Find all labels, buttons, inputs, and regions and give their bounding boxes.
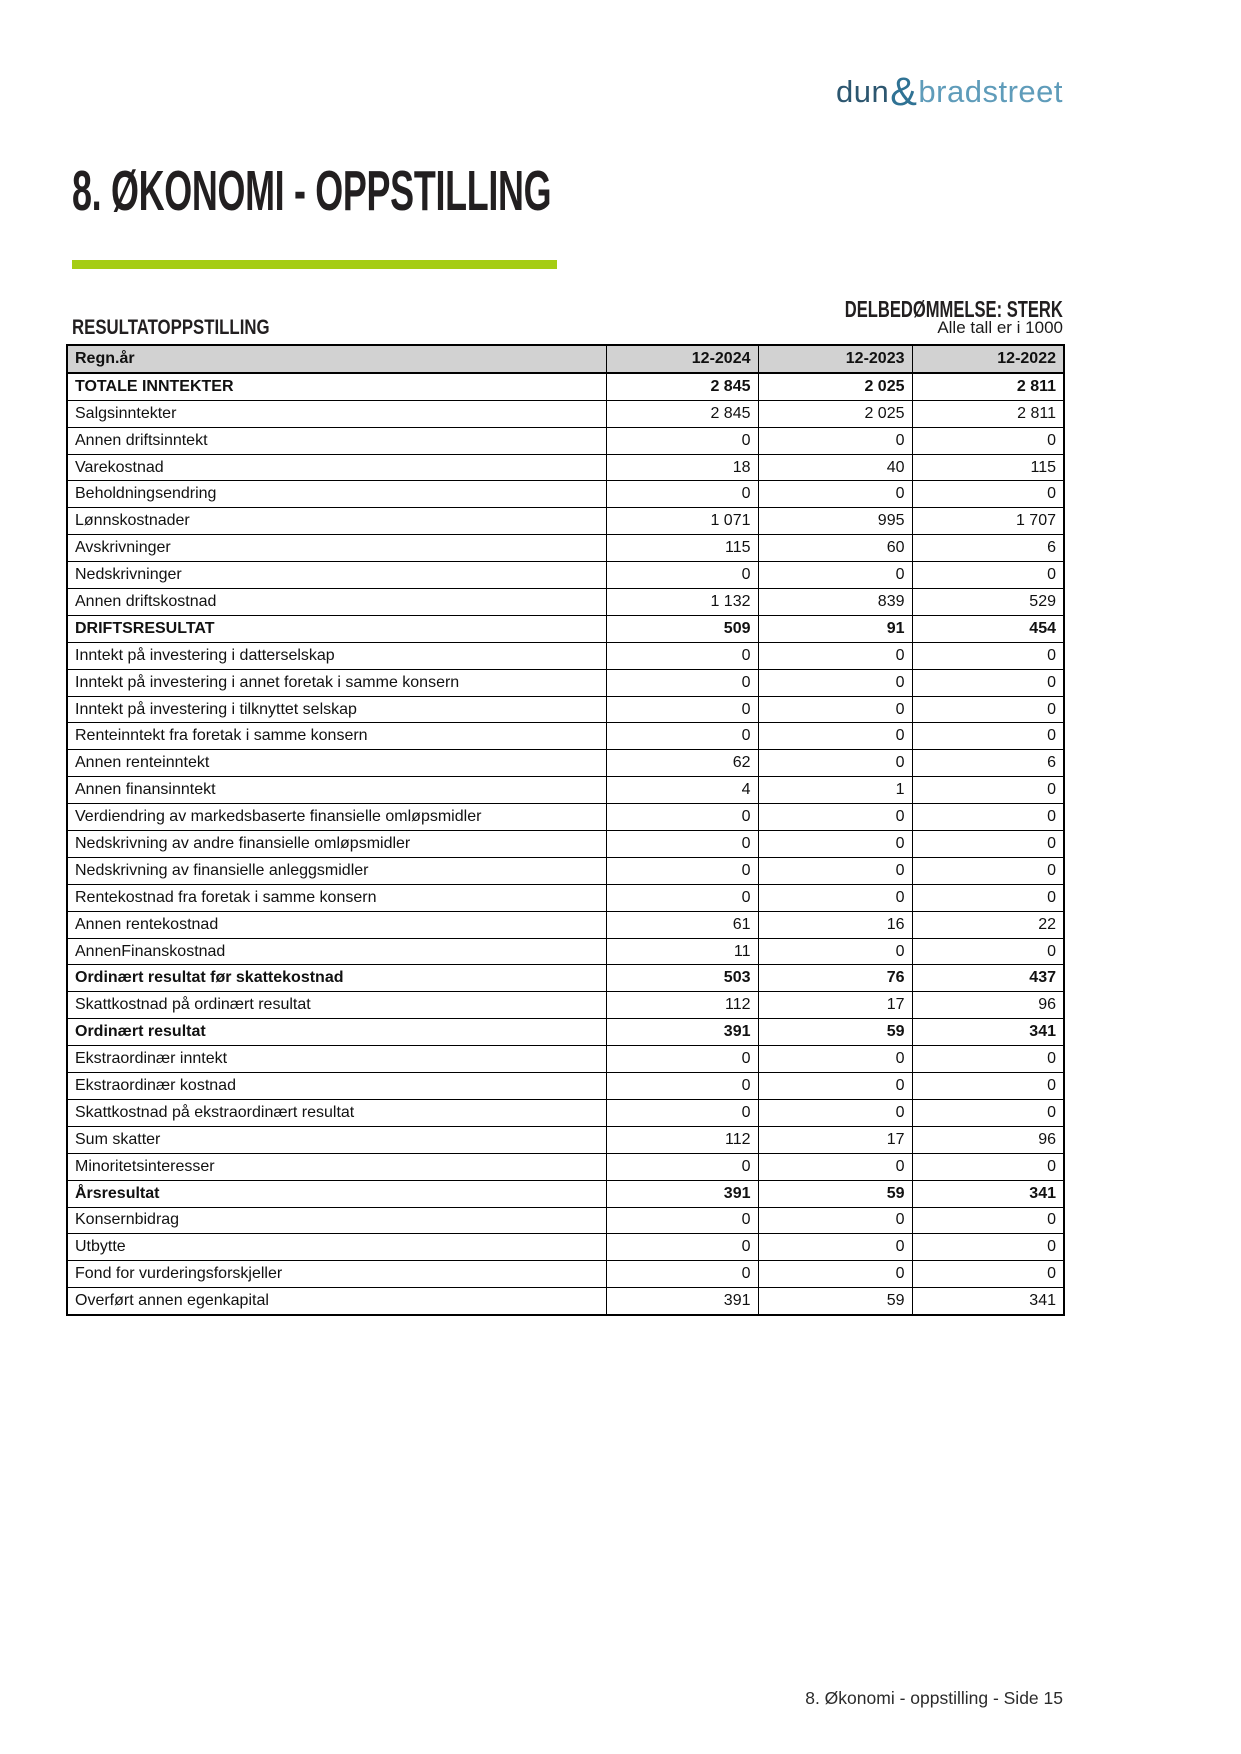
row-value: 0: [758, 1207, 912, 1234]
table-row: [67, 911, 1064, 938]
row-value: 391: [606, 1019, 758, 1046]
row-label: Overført annen egenkapital: [67, 1288, 606, 1315]
row-value: 0: [758, 669, 912, 696]
row-value: 76: [758, 965, 912, 992]
row-value: 0: [912, 723, 1064, 750]
row-value: 0: [606, 562, 758, 589]
row-label: Sum skatter: [67, 1126, 606, 1153]
row-value: 22: [912, 911, 1064, 938]
row-value: 0: [758, 1261, 912, 1288]
table-header: [67, 345, 1064, 373]
table-row: [67, 1234, 1064, 1261]
row-label: Nedskrivninger: [67, 562, 606, 589]
row-label: Renteinntekt fra foretak i samme konsern: [67, 723, 606, 750]
row-value: 17: [758, 1126, 912, 1153]
row-value: 0: [912, 642, 1064, 669]
row-value: 0: [606, 1046, 758, 1073]
row-value: 0: [912, 777, 1064, 804]
row-label: Annen driftskostnad: [67, 589, 606, 616]
row-value: 2 025: [758, 373, 912, 400]
row-value: 0: [758, 1099, 912, 1126]
row-value: 0: [912, 669, 1064, 696]
row-value: 96: [912, 992, 1064, 1019]
row-value: 0: [912, 1153, 1064, 1180]
row-value: 0: [912, 1207, 1064, 1234]
row-value: 6: [912, 750, 1064, 777]
row-value: 112: [606, 992, 758, 1019]
table-row: [67, 427, 1064, 454]
row-value: 0: [606, 1073, 758, 1100]
table-row: [67, 562, 1064, 589]
row-value: 59: [758, 1288, 912, 1315]
row-label: Inntekt på investering i tilknyttet selskap: [67, 696, 606, 723]
table-row: [67, 1046, 1064, 1073]
table-row: [67, 831, 1064, 858]
row-label: Skattkostnad på ekstraordinært resultat: [67, 1099, 606, 1126]
row-value: 115: [912, 454, 1064, 481]
row-label: Annen renteinntekt: [67, 750, 606, 777]
row-value: 0: [758, 723, 912, 750]
row-value: 341: [912, 1288, 1064, 1315]
row-value: 16: [758, 911, 912, 938]
row-value: 96: [912, 1126, 1064, 1153]
row-value: 115: [606, 535, 758, 562]
rating-heading: DELBEDØMMELSE: STERK: [844, 296, 1063, 322]
row-label: Beholdningsendring: [67, 481, 606, 508]
logo-text-dun: dun: [836, 74, 890, 109]
row-value: 0: [606, 857, 758, 884]
title-underline-bar: [72, 260, 557, 269]
units-note: Alle tall er i 1000: [937, 318, 1063, 337]
row-value: 0: [912, 1234, 1064, 1261]
row-value: 0: [912, 1261, 1064, 1288]
row-value: 0: [606, 1099, 758, 1126]
table-row: [67, 1207, 1064, 1234]
row-value: 0: [912, 562, 1064, 589]
row-label: Årsresultat: [67, 1180, 606, 1207]
table-row: [67, 1126, 1064, 1153]
table-row: [67, 481, 1064, 508]
row-value: 4: [606, 777, 758, 804]
row-label: Ordinært resultat: [67, 1019, 606, 1046]
table-row: [67, 965, 1064, 992]
row-value: 0: [758, 427, 912, 454]
row-value: 509: [606, 615, 758, 642]
row-value: 0: [758, 562, 912, 589]
row-label: Ordinært resultat før skattekostnad: [67, 965, 606, 992]
row-value: 18: [606, 454, 758, 481]
row-label: Inntekt på investering i annet foretak i samme konsern: [67, 669, 606, 696]
row-value: 0: [606, 1261, 758, 1288]
row-value: 391: [606, 1180, 758, 1207]
table-row: [67, 804, 1064, 831]
table-row: [67, 884, 1064, 911]
table-body: [67, 373, 1064, 1315]
row-value: 2 845: [606, 373, 758, 400]
row-label: Utbytte: [67, 1234, 606, 1261]
row-value: 0: [758, 750, 912, 777]
table-row: [67, 696, 1064, 723]
row-value: 0: [758, 884, 912, 911]
row-value: 0: [912, 427, 1064, 454]
row-value: 0: [912, 1046, 1064, 1073]
table-title: RESULTATOPPSTILLING: [72, 316, 270, 339]
dun-bradstreet-logo: [836, 70, 1063, 115]
row-value: 11: [606, 938, 758, 965]
row-label: Skattkostnad på ordinært resultat: [67, 992, 606, 1019]
row-value: 1 132: [606, 589, 758, 616]
row-value: 0: [912, 1073, 1064, 1100]
row-value: 59: [758, 1180, 912, 1207]
table-row: [67, 1261, 1064, 1288]
row-value: 0: [606, 481, 758, 508]
column-header-label: Regn.år: [67, 345, 606, 373]
row-value: 59: [758, 1019, 912, 1046]
row-value: 0: [758, 1153, 912, 1180]
row-value: 0: [912, 696, 1064, 723]
row-label: Salgsinntekter: [67, 400, 606, 427]
row-value: 0: [758, 1073, 912, 1100]
row-value: 0: [606, 427, 758, 454]
row-value: 503: [606, 965, 758, 992]
table-row: [67, 1180, 1064, 1207]
row-value: 0: [758, 642, 912, 669]
table-row: [67, 1153, 1064, 1180]
row-value: 0: [606, 1153, 758, 1180]
table-row: [67, 642, 1064, 669]
row-label: Annen finansinntekt: [67, 777, 606, 804]
row-value: 17: [758, 992, 912, 1019]
row-value: 0: [912, 831, 1064, 858]
row-label: Rentekostnad fra foretak i samme konsern: [67, 884, 606, 911]
row-label: Verdiendring av markedsbaserte finansielle omløpsmidler: [67, 804, 606, 831]
logo-text-bradstreet: bradstreet: [918, 74, 1063, 109]
row-value: 0: [758, 804, 912, 831]
row-label: Nedskrivning av andre finansielle omløpsmidler: [67, 831, 606, 858]
row-value: 0: [606, 804, 758, 831]
page-footer: 8. Økonomi - oppstilling - Side 15: [805, 1688, 1063, 1708]
row-label: Lønnskostnader: [67, 508, 606, 535]
row-value: 341: [912, 1180, 1064, 1207]
row-value: 0: [758, 1046, 912, 1073]
row-value: 91: [758, 615, 912, 642]
row-value: 1: [758, 777, 912, 804]
table-row: [67, 857, 1064, 884]
row-value: 62: [606, 750, 758, 777]
row-value: 1 707: [912, 508, 1064, 535]
table-row: [67, 373, 1064, 400]
row-value: 0: [758, 831, 912, 858]
table-row: [67, 723, 1064, 750]
row-value: 0: [606, 696, 758, 723]
row-value: 0: [606, 669, 758, 696]
row-value: 2 025: [758, 400, 912, 427]
row-label: Fond for vurderingsforskjeller: [67, 1261, 606, 1288]
table-row: [67, 1099, 1064, 1126]
row-value: 60: [758, 535, 912, 562]
row-label: Annen rentekostnad: [67, 911, 606, 938]
row-value: 0: [912, 481, 1064, 508]
row-value: 0: [912, 1099, 1064, 1126]
row-value: 529: [912, 589, 1064, 616]
table-row: [67, 669, 1064, 696]
result-statement-table: [66, 344, 1065, 1316]
row-value: 6: [912, 535, 1064, 562]
table-row: [67, 535, 1064, 562]
row-label: Minoritetsinteresser: [67, 1153, 606, 1180]
row-value: 0: [606, 1234, 758, 1261]
row-label: Ekstraordinær inntekt: [67, 1046, 606, 1073]
row-value: 0: [606, 884, 758, 911]
row-label: TOTALE INNTEKTER: [67, 373, 606, 400]
row-label: Avskrivninger: [67, 535, 606, 562]
table-row: [67, 1073, 1064, 1100]
table-row: [67, 750, 1064, 777]
page-title: 8. ØKONOMI - OPPSTILLING: [72, 159, 552, 223]
row-value: 0: [912, 938, 1064, 965]
row-value: 0: [606, 831, 758, 858]
row-label: AnnenFinanskostnad: [67, 938, 606, 965]
row-value: 112: [606, 1126, 758, 1153]
row-value: 2 811: [912, 373, 1064, 400]
row-value: 1 071: [606, 508, 758, 535]
table-row: [67, 992, 1064, 1019]
table-row: [67, 589, 1064, 616]
row-value: 0: [758, 1234, 912, 1261]
row-value: 0: [758, 857, 912, 884]
row-value: 2 845: [606, 400, 758, 427]
table-row: [67, 1019, 1064, 1046]
column-header-year: 12-2023: [758, 345, 912, 373]
row-label: Annen driftsinntekt: [67, 427, 606, 454]
row-value: 341: [912, 1019, 1064, 1046]
table-header-row: [67, 345, 1064, 373]
row-value: 0: [758, 481, 912, 508]
table-row: [67, 777, 1064, 804]
row-value: 0: [912, 804, 1064, 831]
row-label: Konsernbidrag: [67, 1207, 606, 1234]
row-value: 437: [912, 965, 1064, 992]
row-label: Inntekt på investering i datterselskap: [67, 642, 606, 669]
row-value: 61: [606, 911, 758, 938]
table-row: [67, 454, 1064, 481]
row-label: Varekostnad: [67, 454, 606, 481]
row-value: 0: [606, 1207, 758, 1234]
column-header-year: 12-2024: [606, 345, 758, 373]
column-header-year: 12-2022: [912, 345, 1064, 373]
table-row: [67, 938, 1064, 965]
row-value: 0: [606, 723, 758, 750]
row-value: 40: [758, 454, 912, 481]
row-value: 839: [758, 589, 912, 616]
table-row: [67, 400, 1064, 427]
table-row: [67, 1288, 1064, 1315]
row-label: Ekstraordinær kostnad: [67, 1073, 606, 1100]
row-value: 0: [912, 857, 1064, 884]
row-value: 2 811: [912, 400, 1064, 427]
logo-ampersand-icon: &: [890, 70, 918, 114]
row-value: 0: [912, 884, 1064, 911]
row-label: Nedskrivning av finansielle anleggsmidler: [67, 857, 606, 884]
table-row: [67, 508, 1064, 535]
row-value: 0: [758, 696, 912, 723]
row-value: 0: [758, 938, 912, 965]
row-value: 0: [606, 642, 758, 669]
row-value: 391: [606, 1288, 758, 1315]
table-row: [67, 615, 1064, 642]
row-label: DRIFTSRESULTAT: [67, 615, 606, 642]
row-value: 995: [758, 508, 912, 535]
row-value: 454: [912, 615, 1064, 642]
